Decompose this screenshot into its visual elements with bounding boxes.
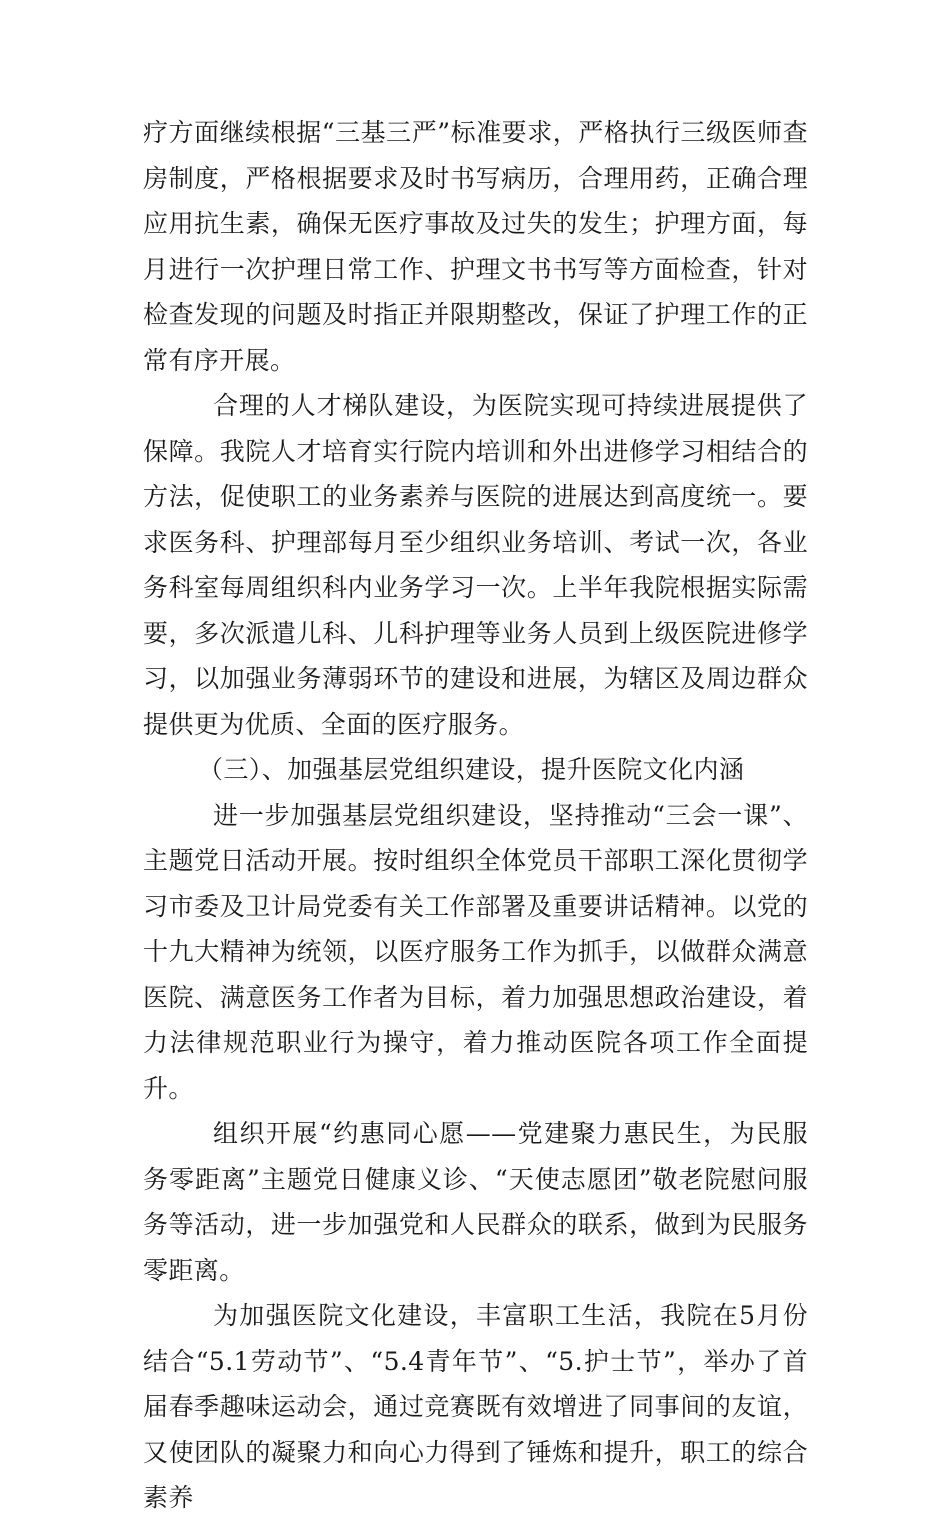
paragraph-volunteer-activities: 组织开展“约惠同心愿——党建聚力惠民生，为民服务零距离”主题党日健康义诊、“天使志愿团”敬老院慰问服务等活动，进一步加强党和人民群众的联系，做到为民服务零距离。	[143, 1119, 808, 1285]
paragraph-talent-building: 合理的人才梯队建设，为医院实现可持续进展提供了保障。我院人才培育实行院内培训和外出进修学习相结合的方法，促使职工的业务素养与医院的进展达到高度统一。要求医务科、护理部每月至少组织业务培训、考试一次，各业务科室每周组织科内业务学习一次。上半年我院根据实际需要，多次派遣儿科、儿科护理等业务人员到上级医院进修学习，以加强业务薄弱环节的建设和进展，为辖区及周边群众提供更为优质、全面的医疗服务。	[143, 391, 808, 739]
document-body	[143, 110, 808, 1521]
paragraph-hospital-culture: 为加强医院文化建设，丰富职工生活，我院在5月份结合“5.1劳动节”、“5.4青年节”、“5.护士节”，举办了首届春季趣味运动会，通过竞赛既有效增进了同事间的友谊，又使团队的凝聚力和向心力得到了锤炼和提升，职工的综合素养	[143, 1301, 808, 1512]
paragraph-party-building: 进一步加强基层党组织建设，坚持推动“三会一课”、主题党日活动开展。按时组织全体党员干部职工深化贯彻学习市委及卫计局党委有关工作部署及重要讲话精神。以党的十九大精神为统领，以医疗服务工作为抓手，以做群众满意医院、满意医务工作者为目标，着力加强思想政治建设，着力法律规范职业行为操守，着力推动医院各项工作全面提升。	[143, 800, 808, 1103]
section-heading: （三）、加强基层党组织建设，提升医院文化内涵	[198, 755, 745, 784]
paragraph-medical-quality: 疗方面继续根据“三基三严”标准要求，严格执行三级医师查房制度，严格根据要求及时书写病历，合理用药，正确合理应用抗生素，确保无医疗事故及过失的发生；护理方面，每月进行一次护理日常工作、护理文书书写等方面检查，针对检查发现的问题及时指正并限期整改，保证了护理工作的正常有序开展。	[143, 118, 808, 375]
